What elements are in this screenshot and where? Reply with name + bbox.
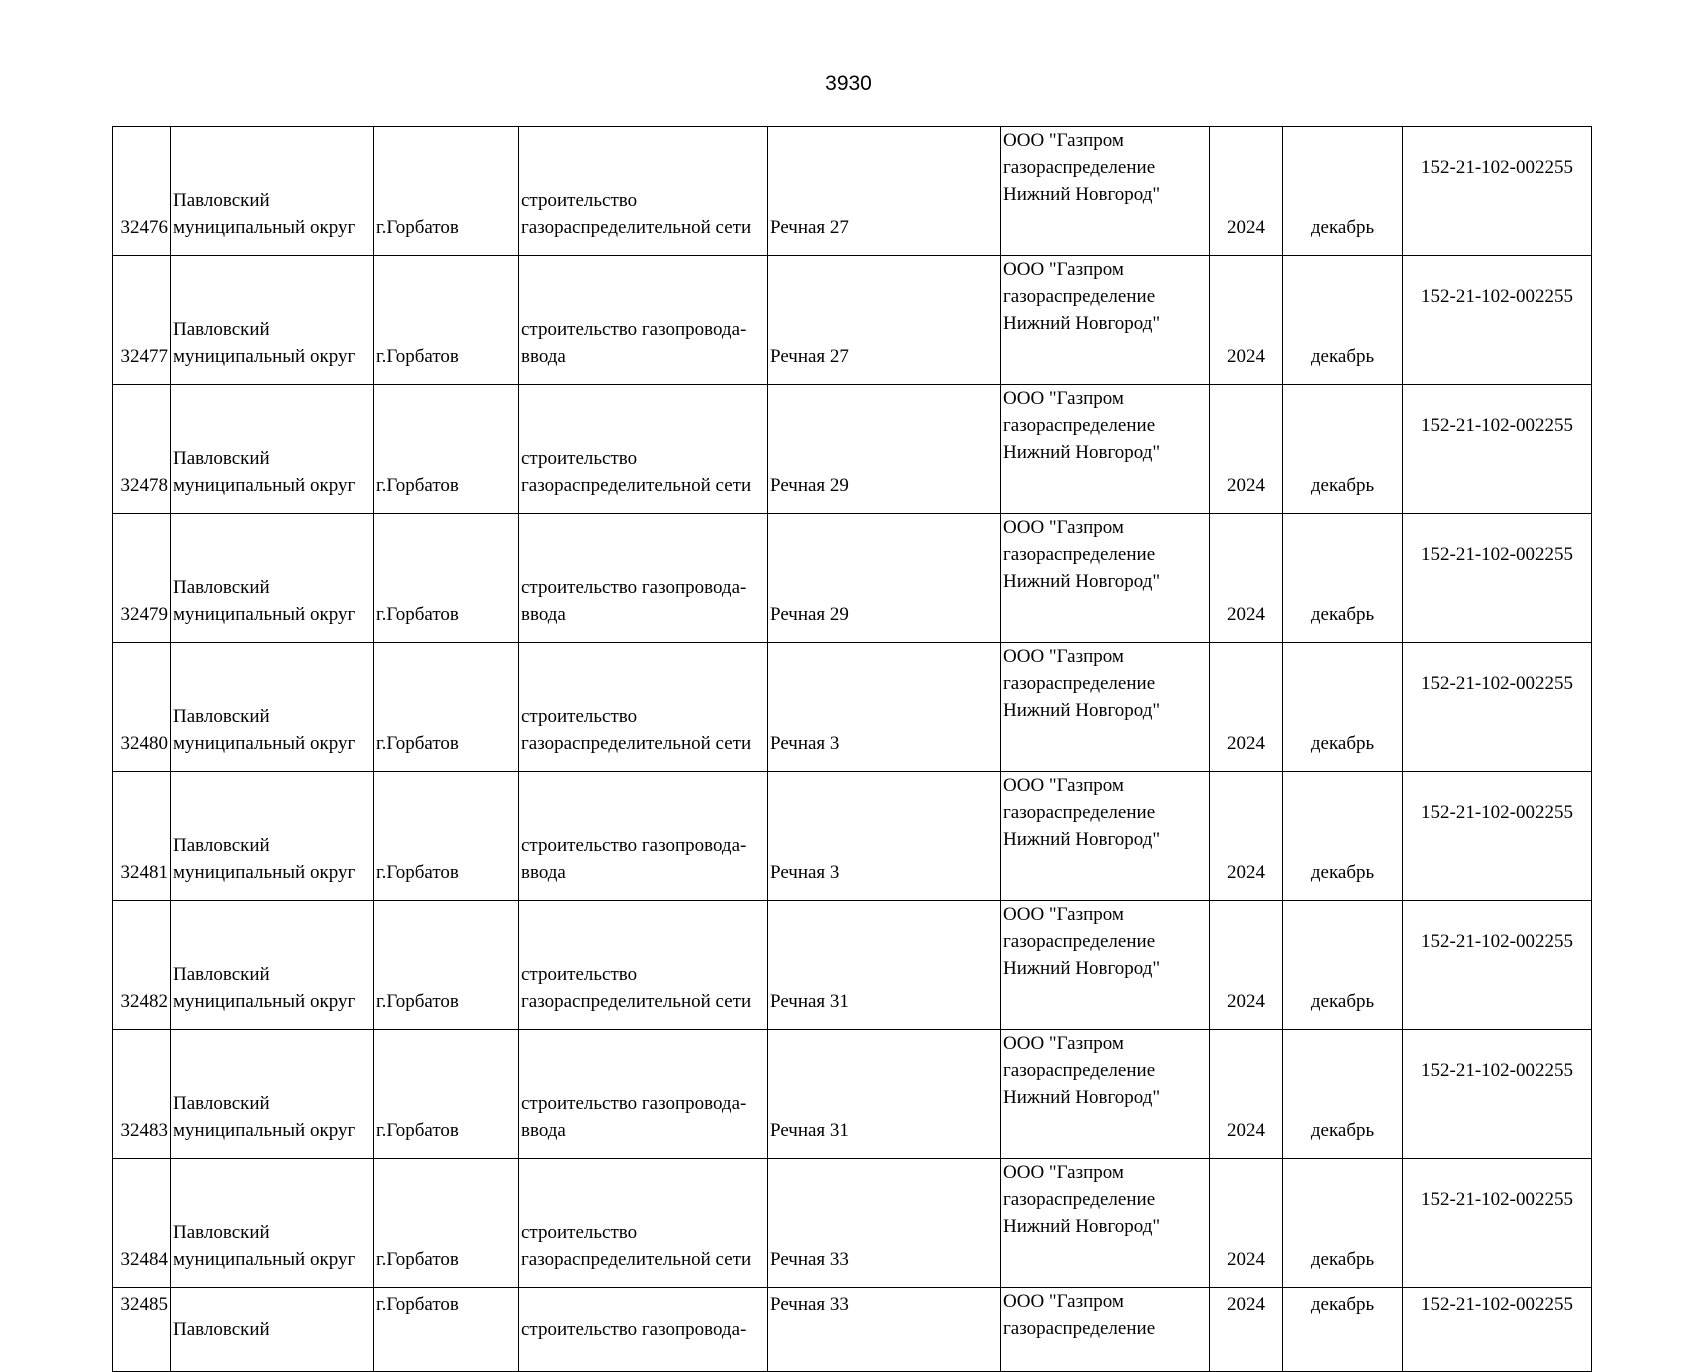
year-cell: 2024	[1210, 1288, 1283, 1372]
organization-line: Нижний Новгород"	[1003, 700, 1161, 721]
table-row	[113, 385, 1592, 514]
district-line: Павловский	[173, 190, 270, 211]
organization-cell	[1001, 256, 1210, 385]
registry-table	[112, 126, 1592, 1372]
work-type-line: строительство	[521, 1222, 638, 1243]
year-cell: 2024	[1210, 514, 1283, 643]
street-cell: Речная 33	[768, 1159, 1001, 1288]
district-line: Павловский	[173, 1093, 270, 1114]
registry-code-cell: 152-21-102-002255	[1403, 256, 1592, 385]
city-cell: г.Горбатов	[374, 385, 519, 514]
work-type-cell	[519, 1030, 768, 1159]
city-cell: г.Горбатов	[374, 127, 519, 256]
organization-cell	[1001, 127, 1210, 256]
district-line: муниципальный округ	[173, 733, 356, 754]
district-line: Павловский	[173, 1222, 270, 1243]
city-cell: г.Горбатов	[374, 643, 519, 772]
city-cell: г.Горбатов	[374, 772, 519, 901]
organization-cell	[1001, 1288, 1210, 1372]
district-line: муниципальный округ	[173, 217, 356, 238]
organization-line: газораспределение	[1003, 1060, 1156, 1081]
organization-cell	[1001, 514, 1210, 643]
year-cell: 2024	[1210, 256, 1283, 385]
work-type-line: строительство	[521, 706, 638, 727]
table-row	[113, 127, 1592, 256]
street-cell: Речная 29	[768, 385, 1001, 514]
work-type-cell	[519, 901, 768, 1030]
work-type-line: газораспределительной сети	[521, 217, 752, 238]
organization-line: Нижний Новгород"	[1003, 1087, 1161, 1108]
row-number: 32483	[113, 1030, 171, 1159]
street-cell: Речная 31	[768, 901, 1001, 1030]
district-line: муниципальный округ	[173, 1249, 356, 1270]
work-type-line: ввода	[521, 346, 566, 367]
organization-cell	[1001, 901, 1210, 1030]
organization-line: газораспределение	[1003, 802, 1156, 823]
work-type-cell	[519, 1159, 768, 1288]
organization-line: ООО "Газпром	[1003, 130, 1124, 151]
work-type-line: газораспределительной сети	[521, 475, 752, 496]
work-type-line: строительство газопровода-	[521, 319, 747, 340]
organization-line: ООО "Газпром	[1003, 775, 1124, 796]
district-line: Павловский	[173, 835, 270, 856]
table-row	[113, 1288, 1592, 1372]
work-type-line: строительство	[521, 964, 638, 985]
street-cell: Речная 33	[768, 1288, 1001, 1372]
organization-cell	[1001, 772, 1210, 901]
table-row	[113, 256, 1592, 385]
row-number: 32482	[113, 901, 171, 1030]
registry-code-cell: 152-21-102-002255	[1403, 1159, 1592, 1288]
district-line: Павловский	[173, 964, 270, 985]
district-cell	[171, 901, 374, 1030]
district-cell	[171, 1288, 374, 1372]
district-line: муниципальный округ	[173, 1120, 356, 1141]
city-cell: г.Горбатов	[374, 514, 519, 643]
district-line: муниципальный округ	[173, 991, 356, 1012]
district-cell	[171, 1159, 374, 1288]
registry-code-cell: 152-21-102-002255	[1403, 385, 1592, 514]
district-line: Павловский	[173, 448, 270, 469]
city-cell: г.Горбатов	[374, 1159, 519, 1288]
table-row	[113, 1159, 1592, 1288]
district-cell	[171, 385, 374, 514]
work-type-line: строительство газопровода-	[521, 1093, 747, 1114]
year-cell: 2024	[1210, 772, 1283, 901]
organization-line: ООО "Газпром	[1003, 1291, 1124, 1312]
street-cell: Речная 31	[768, 1030, 1001, 1159]
city-cell: г.Горбатов	[374, 256, 519, 385]
month-cell: декабрь	[1283, 1159, 1403, 1288]
month-cell: декабрь	[1283, 643, 1403, 772]
work-type-cell	[519, 772, 768, 901]
year-cell: 2024	[1210, 385, 1283, 514]
organization-line: Нижний Новгород"	[1003, 442, 1161, 463]
organization-cell	[1001, 1159, 1210, 1288]
organization-line: Нижний Новгород"	[1003, 313, 1161, 334]
organization-line: ООО "Газпром	[1003, 388, 1124, 409]
organization-line: газораспределение	[1003, 673, 1156, 694]
row-number: 32484	[113, 1159, 171, 1288]
street-cell: Речная 27	[768, 127, 1001, 256]
registry-code-cell: 152-21-102-002255	[1403, 643, 1592, 772]
row-number: 32485	[113, 1288, 171, 1372]
row-number: 32481	[113, 772, 171, 901]
district-cell	[171, 1030, 374, 1159]
district-cell	[171, 772, 374, 901]
registry-code-cell: 152-21-102-002255	[1403, 127, 1592, 256]
work-type-line: строительство	[521, 448, 638, 469]
year-cell: 2024	[1210, 1159, 1283, 1288]
work-type-cell	[519, 256, 768, 385]
registry-code-cell: 152-21-102-002255	[1403, 772, 1592, 901]
registry-code-cell: 152-21-102-002255	[1403, 901, 1592, 1030]
organization-line: ООО "Газпром	[1003, 646, 1124, 667]
table-row	[113, 1030, 1592, 1159]
street-cell: Речная 3	[768, 772, 1001, 901]
organization-line: Нижний Новгород"	[1003, 184, 1161, 205]
work-type-line: строительство	[521, 190, 638, 211]
table-row	[113, 643, 1592, 772]
city-cell: г.Горбатов	[374, 1288, 519, 1372]
organization-line: ООО "Газпром	[1003, 1033, 1124, 1054]
district-cell	[171, 256, 374, 385]
work-type-line: газораспределительной сети	[521, 991, 752, 1012]
work-type-line: газораспределительной сети	[521, 1249, 752, 1270]
district-line: Павловский	[173, 319, 270, 340]
month-cell: декабрь	[1283, 256, 1403, 385]
registry-code-cell: 152-21-102-002255	[1403, 1288, 1592, 1372]
city-cell: г.Горбатов	[374, 1030, 519, 1159]
organization-line: Нижний Новгород"	[1003, 958, 1161, 979]
street-cell: Речная 27	[768, 256, 1001, 385]
organization-line: газораспределение	[1003, 1318, 1156, 1339]
city-cell: г.Горбатов	[374, 901, 519, 1030]
district-line: Павловский	[173, 577, 270, 598]
organization-line: ООО "Газпром	[1003, 517, 1124, 538]
table-row	[113, 514, 1592, 643]
work-type-line: строительство газопровода-	[521, 835, 747, 856]
registry-code-cell: 152-21-102-002255	[1403, 514, 1592, 643]
organization-line: ООО "Газпром	[1003, 1162, 1124, 1183]
organization-line: газораспределение	[1003, 415, 1156, 436]
year-cell: 2024	[1210, 643, 1283, 772]
organization-line: Нижний Новгород"	[1003, 571, 1161, 592]
work-type-line: строительство газопровода-	[521, 577, 747, 598]
organization-line: ООО "Газпром	[1003, 904, 1124, 925]
work-type-line: газораспределительной сети	[521, 733, 752, 754]
organization-line: газораспределение	[1003, 931, 1156, 952]
work-type-cell	[519, 643, 768, 772]
year-cell: 2024	[1210, 901, 1283, 1030]
district-cell	[171, 643, 374, 772]
registry-body	[113, 127, 1592, 1372]
work-type-cell	[519, 514, 768, 643]
month-cell: декабрь	[1283, 1030, 1403, 1159]
row-number: 32477	[113, 256, 171, 385]
month-cell: декабрь	[1283, 772, 1403, 901]
street-cell: Речная 29	[768, 514, 1001, 643]
district-line: муниципальный округ	[173, 862, 356, 883]
row-number: 32478	[113, 385, 171, 514]
organization-line: газораспределение	[1003, 1189, 1156, 1210]
registry-code-cell: 152-21-102-002255	[1403, 1030, 1592, 1159]
month-cell: декабрь	[1283, 385, 1403, 514]
work-type-cell	[519, 1288, 768, 1372]
organization-cell	[1001, 385, 1210, 514]
district-line: Павловский	[173, 1319, 270, 1340]
organization-cell	[1001, 643, 1210, 772]
page-number: 3930	[825, 72, 872, 95]
row-number: 32480	[113, 643, 171, 772]
row-number: 32479	[113, 514, 171, 643]
district-cell	[171, 127, 374, 256]
organization-line: Нижний Новгород"	[1003, 1216, 1161, 1237]
work-type-line: строительство газопровода-	[521, 1319, 747, 1340]
work-type-cell	[519, 127, 768, 256]
month-cell: декабрь	[1283, 514, 1403, 643]
district-line: муниципальный округ	[173, 346, 356, 367]
work-type-line: ввода	[521, 1120, 566, 1141]
work-type-line: ввода	[521, 604, 566, 625]
organization-line: газораспределение	[1003, 286, 1156, 307]
month-cell: декабрь	[1283, 1288, 1403, 1372]
work-type-line: ввода	[521, 862, 566, 883]
work-type-cell	[519, 385, 768, 514]
organization-line: газораспределение	[1003, 544, 1156, 565]
street-cell: Речная 3	[768, 643, 1001, 772]
month-cell: декабрь	[1283, 127, 1403, 256]
district-cell	[171, 514, 374, 643]
organization-cell	[1001, 1030, 1210, 1159]
table-row	[113, 772, 1592, 901]
row-number: 32476	[113, 127, 171, 256]
district-line: муниципальный округ	[173, 475, 356, 496]
district-line: муниципальный округ	[173, 604, 356, 625]
year-cell: 2024	[1210, 127, 1283, 256]
year-cell: 2024	[1210, 1030, 1283, 1159]
district-line: Павловский	[173, 706, 270, 727]
organization-line: ООО "Газпром	[1003, 259, 1124, 280]
organization-line: Нижний Новгород"	[1003, 829, 1161, 850]
month-cell: декабрь	[1283, 901, 1403, 1030]
table-row	[113, 901, 1592, 1030]
organization-line: газораспределение	[1003, 157, 1156, 178]
